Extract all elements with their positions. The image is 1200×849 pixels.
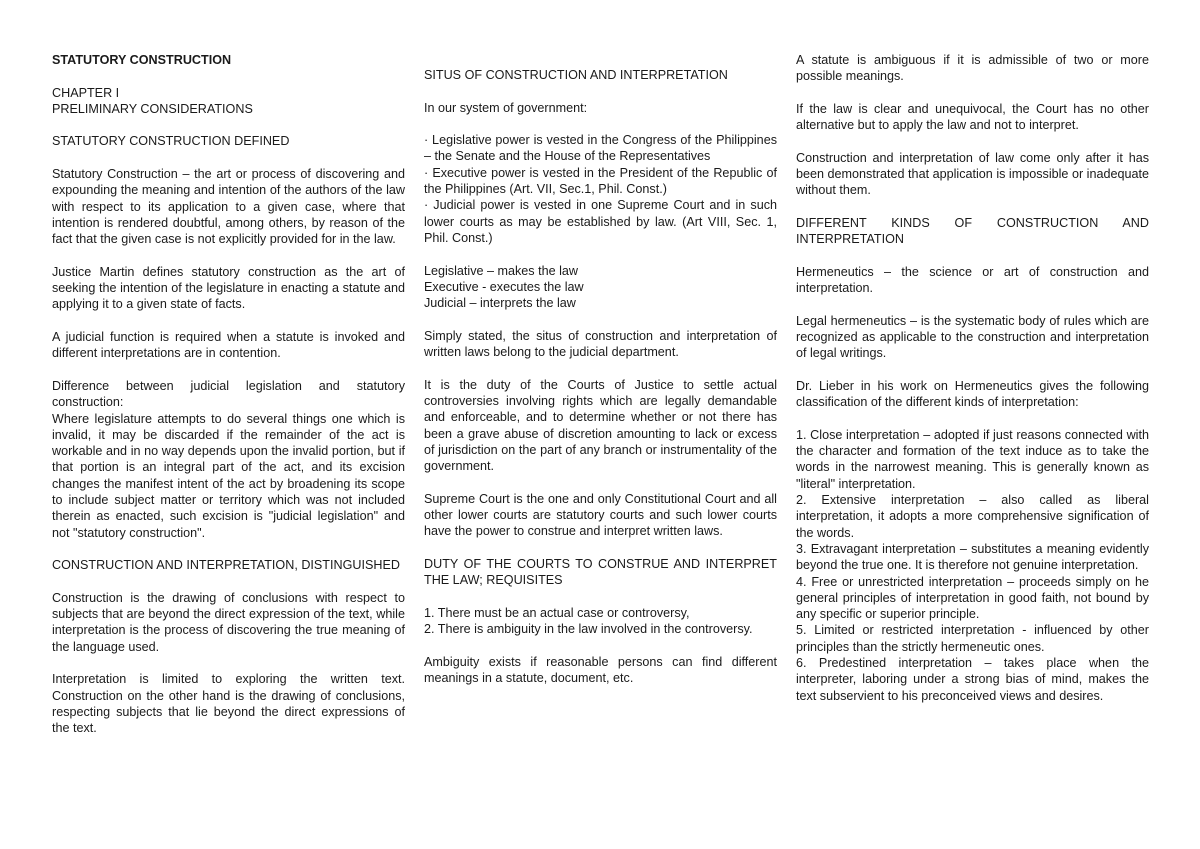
- paragraph-ambiguity: Ambiguity exists if reasonable persons can find different meanings in a statute, document, etc.: [424, 654, 777, 685]
- paragraph-judicial-function: A judicial function is required when a statute is invoked and different interpretations are in contention.: [52, 330, 405, 361]
- column-1: [52, 52, 405, 753]
- column-3: [796, 52, 1149, 704]
- list-item: · Executive power is vested in the President of the Republic of the Philippines (Art. VII, Sec.1, Phil. Const.): [424, 165, 777, 197]
- requisites-list: [424, 605, 777, 638]
- list-item: 2. There is ambiguity in the law involved in the controversy.: [424, 622, 753, 637]
- section-heading-duty: DUTY OF THE COURTS TO CONSTRUE AND INTERPRET THE LAW; REQUISITES: [424, 556, 777, 588]
- paragraph-legal-hermeneutics: Legal hermeneutics – is the systematic body of rules which are recognized as applicable to the construction and interpretation of legal writings.: [796, 313, 1149, 361]
- paragraph-duty: It is the duty of the Courts of Justice to settle actual controversies involving rights which are legally demandable and enforceable, and to determine whether or not there has been a grave abuse of discretion amounting to lack or excess of jurisdiction on the part of any branch or instrumentality of the government.: [424, 377, 777, 474]
- paragraph-law-clear: If the law is clear and unequivocal, the Court has no other alternative but to apply the law and not to interpret.: [796, 101, 1149, 133]
- list-item: 2. Extensive interpretation – also called as liberal interpretation, it adopts a more comprehensive signification of the words.: [796, 493, 1149, 540]
- list-item: 1. There must be an actual case or controversy,: [424, 605, 690, 620]
- list-item: Executive - executes the law: [424, 279, 584, 294]
- list-item: 5. Limited or restricted interpretation - influenced by other principles than the strictly hermeneutic ones.: [796, 623, 1149, 654]
- list-item: Judicial – interprets the law: [424, 296, 576, 311]
- paragraph-statute-ambiguous: A statute is ambiguous if it is admissible of two or more possible meanings.: [796, 53, 1149, 84]
- roles-list: [424, 263, 777, 312]
- paragraph-difference-body: Where legislature attempts to do several things one which is invalid, it may be discarded if the remainder of the act is workable and in no way depends upon the invalid portion, but if that portion is an integral part of the act, and its excision changes the manifest intent of the act by broadening its scope to include subject matter or territory which was not included therein as enacted, such excision is "judicial legislation" and not "statutory construction".: [52, 411, 405, 540]
- paragraph-situs: Simply stated, the situs of construction and interpretation of written laws belong to the judicial department.: [424, 328, 777, 360]
- kinds-list: [796, 427, 1149, 704]
- column-2: [424, 67, 777, 703]
- powers-list: [424, 132, 777, 246]
- list-item: 6. Predestined interpretation – takes place when the interpreter, laboring under a strong bias of mind, makes the text subservient to his preconceived views and desires.: [796, 655, 1149, 703]
- section-heading-defined: STATUTORY CONSTRUCTION DEFINED: [52, 134, 290, 149]
- paragraph-difference-lead: Difference between judicial legislation and statutory construction:: [52, 378, 405, 410]
- section-heading-kinds: DIFFERENT KINDS OF CONSTRUCTION AND INTERPRETATION: [796, 215, 1149, 247]
- paragraph-definition: Statutory Construction – the art or process of discovering and expounding the meaning and intention of the authors of the law with respect to its application to a given case, where that intention is rendered doubtful, among others, by reason of the fact that the given case is not explicitly provided for in the law.: [52, 167, 405, 247]
- list-item: Legislative – makes the law: [424, 263, 579, 278]
- list-item: · Legislative power is vested in the Congress of the Philippines – the Senate and the House of the Representatives: [424, 133, 777, 164]
- chapter-title: PRELIMINARY CONSIDERATIONS: [52, 101, 253, 116]
- document-title: STATUTORY CONSTRUCTION: [52, 53, 232, 67]
- list-item: 3. Extravagant interpretation – substitutes a meaning evidently beyond the true one. It is therefore not genuine interpretation.: [796, 541, 1149, 573]
- list-item: 4. Free or unrestricted interpretation – proceeds simply on he general principles of interpretation in good faith, not bound by any specific or superior principle.: [796, 574, 1149, 622]
- section-heading-situs: SITUS OF CONSTRUCTION AND INTERPRETATION: [424, 68, 728, 82]
- section-heading-distinguished: CONSTRUCTION AND INTERPRETATION, DISTINGUISHED: [52, 558, 400, 573]
- paragraph-supreme-court: Supreme Court is the one and only Constitutional Court and all other lower courts are statutory courts and such lower courts have the power to construe and interpret written laws.: [424, 491, 777, 539]
- paragraph-construction-vs-interpretation: Construction is the drawing of conclusions with respect to subjects that are beyond the direct expression of the text, while interpretation is the process of discovering the true meaning of the language used.: [52, 590, 405, 654]
- paragraph-only-after: Construction and interpretation of law come only after it has been demonstrated that application is impossible or inadequate without them.: [796, 150, 1149, 198]
- paragraph-interpretation-limited: Interpretation is limited to exploring the written text. Construction on the other hand is the drawing of conclusions, respecting subjects that lie beyond the direct expressions of the text.: [52, 672, 405, 736]
- paragraph-system-intro: In our system of government:: [424, 100, 588, 115]
- paragraph-hermeneutics: Hermeneutics – the science or art of construction and interpretation.: [796, 264, 1149, 296]
- chapter-label: CHAPTER I: [52, 85, 120, 100]
- list-item: · Judicial power is vested in one Supreme Court and in such lower courts as may be established by law. (Art VIII, Sec. 1, Phil. Const.): [424, 198, 777, 245]
- paragraph-lieber: Dr. Lieber in his work on Hermeneutics gives the following classification of the different kinds of interpretation:: [796, 378, 1149, 410]
- list-item: 1. Close interpretation – adopted if just reasons connected with the character and formation of the text induce as to take the words in the narrowest meaning. This is generally known as "literal" interpretation.: [796, 427, 1149, 491]
- paragraph-justice-martin: Justice Martin defines statutory construction as the art of seeking the intention of the legislature in enacting a statute and applying it to a given state of facts.: [52, 264, 405, 312]
